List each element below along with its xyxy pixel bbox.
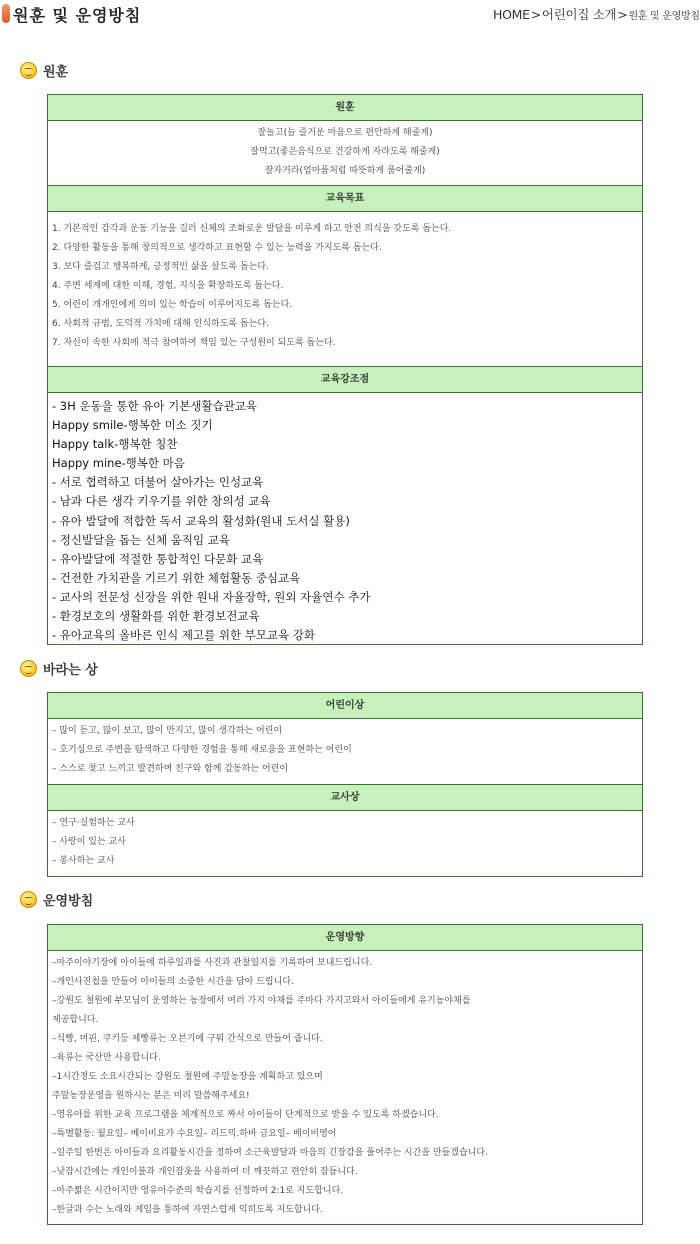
operation-item: –1시간정도 소요시간되는 강원도 철원에 주말농장을 계획하고 있으며 — [52, 1072, 323, 1082]
teacher-item: – 연구·실험하는 교사 — [52, 818, 135, 828]
operation-item: –마주이야기장에 아이들에 하루일과를 사진과 관찰일지를 기록하여 보내드립니다. — [52, 958, 373, 968]
section-title-motto: 원훈 — [43, 64, 69, 80]
panel-header-teacher: 교사상 — [48, 784, 642, 811]
operation-item: –낮잠시간에는 개인이불과 개인잠옷을 사용하여 더 깨끗하고 편안히 잠듭니다. — [52, 1167, 358, 1177]
goal-item: 5. 어린이 개개인에게 의미 있는 학습이 이루어지도록 돕는다. — [52, 300, 293, 310]
operation-item: 제공합니다. — [52, 1015, 99, 1025]
top-bar — [0, 0, 700, 30]
title-marker-icon — [2, 4, 10, 23]
goals-body — [48, 212, 642, 366]
child-item: – 많이 듣고, 많이 보고, 많이 만지고, 많이 생각하는 어린이 — [52, 726, 283, 736]
operation-item: –식빵, 머핀, 쿠키등 제빵류는 오븐기에 구워 간식으로 만들어 줍니다. — [52, 1034, 323, 1044]
panel-header-goals: 교육목표 — [48, 185, 642, 212]
section-title-vision: 바라는 상 — [43, 662, 98, 678]
teacher-item: – 사랑이 있는 교사 — [52, 837, 126, 847]
emphasis-item: - 교사의 전문성 신장을 위한 원내 자율장학, 원외 자율연수 추가 — [52, 589, 371, 604]
panel-header-child: 어린이상 — [48, 693, 642, 719]
operation-item: –특별활동: 월요일– 베이비요가 수요일– 리드믹.하바 금요일– 베이비영어 — [52, 1129, 337, 1139]
operation-item: –영유아를 위한 교육 프로그램을 체계적으로 짜서 아이들이 단계적으로 받을 수 있도록 하겠습니다. — [52, 1110, 439, 1120]
breadcrumb-current: 원훈 및 운영방침 — [628, 11, 700, 22]
motto-education-panel — [47, 94, 643, 645]
breadcrumb-separator: > — [530, 7, 541, 22]
operation-item: –개인사진첩을 만들어 아이들의 소중한 시간을 담아 드립니다. — [52, 977, 294, 987]
breadcrumb-separator: > — [617, 7, 628, 22]
child-item: – 스스로 찾고 느끼고 발견하며 친구와 함께 감동하는 어린이 — [52, 764, 289, 774]
child-item: – 호기심으로 주변을 탐색하고 다양한 경험을 통해 새로움을 표현하는 어린이 — [52, 745, 352, 755]
vision-panel — [47, 692, 643, 877]
emphasis-item: Happy talk-행복한 칭찬 — [52, 437, 178, 452]
emphasis-item: - 유아 발달에 적합한 독서 교육의 활성화(원내 도서실 활용) — [52, 513, 350, 528]
child-body — [48, 719, 642, 784]
emphasis-item: Happy smile-행복한 미소 짓기 — [52, 418, 213, 433]
operation-item: –한글과 수는 노래와 게임을 통하여 자연스럽게 익히도록 지도합니다. — [52, 1205, 323, 1215]
operation-item: –일주일 한번은 아이들과 요리활동시간을 정하여 소근육발달과 마음의 긴장감을 풀어주는 시간을 만들겠습니다. — [52, 1148, 488, 1158]
emphasis-item: - 정신발달을 돕는 신체 움직임 교육 — [52, 532, 230, 547]
goal-item: 4. 주변 세계에 대한 이해, 경험, 지식을 확장하도록 돕는다. — [52, 281, 284, 291]
goal-item: 3. 보다 즐겁고 행복하게, 긍정적인 삶을 살도록 돕는다. — [52, 262, 269, 272]
teacher-item: – 봉사하는 교사 — [52, 856, 115, 866]
section-title-policy: 운영방침 — [43, 893, 94, 909]
teacher-body — [48, 811, 642, 875]
panel-header-motto: 원훈 — [48, 95, 642, 121]
operation-item: 주말농장운영을 원하시는 분은 미리 말씀해주세요! — [52, 1091, 250, 1101]
breadcrumb — [493, 5, 700, 23]
operation-body — [48, 951, 642, 1224]
goal-item: 1. 기본적인 감각과 운동 기능을 길러 신체의 조화로운 발달을 이루게 하고 안전 의식을 갖도록 돕는다. — [52, 224, 452, 234]
emphasis-item: - 3H 운동을 통한 유아 기본생활습관교육 — [52, 399, 258, 413]
breadcrumb-home-link[interactable]: HOME — [493, 7, 530, 22]
motto-line: 잘먹고(좋은음식으로 건강하게 자라도록 해줄게) — [250, 147, 440, 157]
emphasis-item: - 남과 다른 생각 키우기를 위한 창의성 교육 — [52, 494, 271, 509]
breadcrumb-about-link[interactable]: 어린이집 소개 — [541, 7, 617, 22]
operation-item: –강원도 철원에 부모님이 운영하는 농장에서 여러 가지 야채를 주마다 가지고와서 아이들에게 유기농야채를 — [52, 996, 471, 1006]
emphasis-item: - 환경보호의 생활화를 위한 환경보전교육 — [52, 609, 260, 624]
smiley-icon — [20, 891, 37, 908]
emphasis-body — [48, 393, 642, 649]
goal-item: 7. 자신이 속한 사회에 적극 참여하여 책임 있는 구성원이 되도록 돕는다. — [52, 338, 336, 348]
operation-item: –아주짧은 시간이지만 영유아수준의 학습지를 선정하여 2:1로 지도합니다. — [52, 1186, 344, 1196]
emphasis-item: - 서로 협력하고 더불어 살아가는 인성교육 — [52, 475, 264, 490]
section-header-motto — [20, 59, 68, 81]
page-title: 원훈 및 운영방침 — [13, 6, 142, 25]
emphasis-item: - 유아발달에 적절한 통합적인 다문화 교육 — [52, 551, 264, 566]
emphasis-item: - 유아교육의 올바른 인식 제고를 위한 부모교육 강화 — [52, 628, 316, 643]
smiley-icon — [20, 62, 37, 79]
operation-panel — [47, 924, 643, 1225]
emphasis-item: - 건전한 가치관을 기르기 위한 체험활동 중심교육 — [52, 570, 301, 585]
panel-header-emphasis: 교육강조점 — [48, 366, 642, 393]
motto-body — [48, 121, 642, 185]
section-header-policy — [20, 888, 93, 910]
section-header-vision — [20, 657, 98, 679]
motto-line: 잘자거라(엄마품처럼 따뜻하게 품어줄게) — [264, 166, 426, 176]
motto-line: 잘놀고(늘 즐거운 마음으로 편안하게 해줄게) — [257, 128, 433, 138]
goal-item: 6. 사회적 규범, 도덕적 가치에 대해 인식하도록 돕는다. — [52, 319, 269, 329]
goal-item: 2. 다양한 활동을 통해 창의적으로 생각하고 표현할 수 있는 능력을 가지도록 돕는다. — [52, 243, 382, 253]
panel-header-operation: 운영방향 — [48, 925, 642, 951]
operation-item: –육류는 국산만 사용합니다. — [52, 1053, 161, 1063]
smiley-icon — [20, 660, 37, 677]
emphasis-item: Happy mine-행복한 마음 — [52, 456, 185, 471]
